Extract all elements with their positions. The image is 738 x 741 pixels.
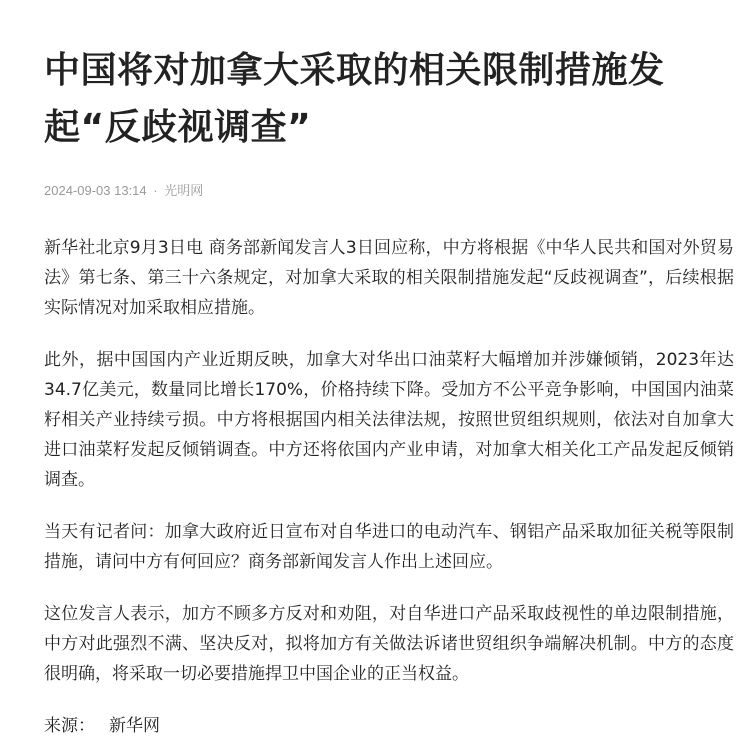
source-label: 来源： xyxy=(44,716,95,736)
article-meta xyxy=(44,182,734,200)
article-body xyxy=(44,233,734,689)
article-title: 中国将对加拿大采取的相关限制措施发起“反歧视调查” xyxy=(44,50,665,148)
meta-separator: · xyxy=(153,183,158,198)
source-value: 新华网 xyxy=(109,716,160,736)
article-source xyxy=(44,711,734,741)
paragraph: 当天有记者问：加拿大政府近日宣布对自华进口的电动汽车、钢铝产品采取加征关税等限制措施，请问中方有何回应？商务部新闻发言人作出上述回应。 xyxy=(44,522,734,572)
paragraph: 这位发言人表示，加方不顾多方反对和劝阻，对自华进口产品采取歧视性的单边限制措施，中方对此强烈不满、坚决反对，拟将加方有关做法诉诸世贸组织争端解决机制。中方的态度很明确，将采取一切必要措施捍卫中国企业的正当权益。 xyxy=(44,604,734,684)
publisher-name[interactable]: 光明网 xyxy=(164,183,204,198)
publish-date: 2024-09-03 13:14 xyxy=(44,183,147,198)
paragraph: 新华社北京9月3日电 商务部新闻发言人3日回应称，中方将根据《中华人民共和国对外贸易法》第七条、第三十六条规定，对加拿大采取的相关限制措施发起“反歧视调查”，后续根据实际情况对加采取相应措施。 xyxy=(44,238,734,318)
paragraph: 此外，据中国国内产业近期反映，加拿大对华出口油菜籽大幅增加并涉嫌倾销，2023年达34.7亿美元，数量同比增长170%，价格持续下降。受加方不公平竞争影响，中国国内油菜籽相关产业持续亏损。中方将根据国内相关法律法规，按照世贸组织规则，依法对自加拿大进口油菜籽发起反倾销调查。中方还将依国内产业申请，对加拿大相关化工产品发起反倾销调查。 xyxy=(44,350,734,490)
